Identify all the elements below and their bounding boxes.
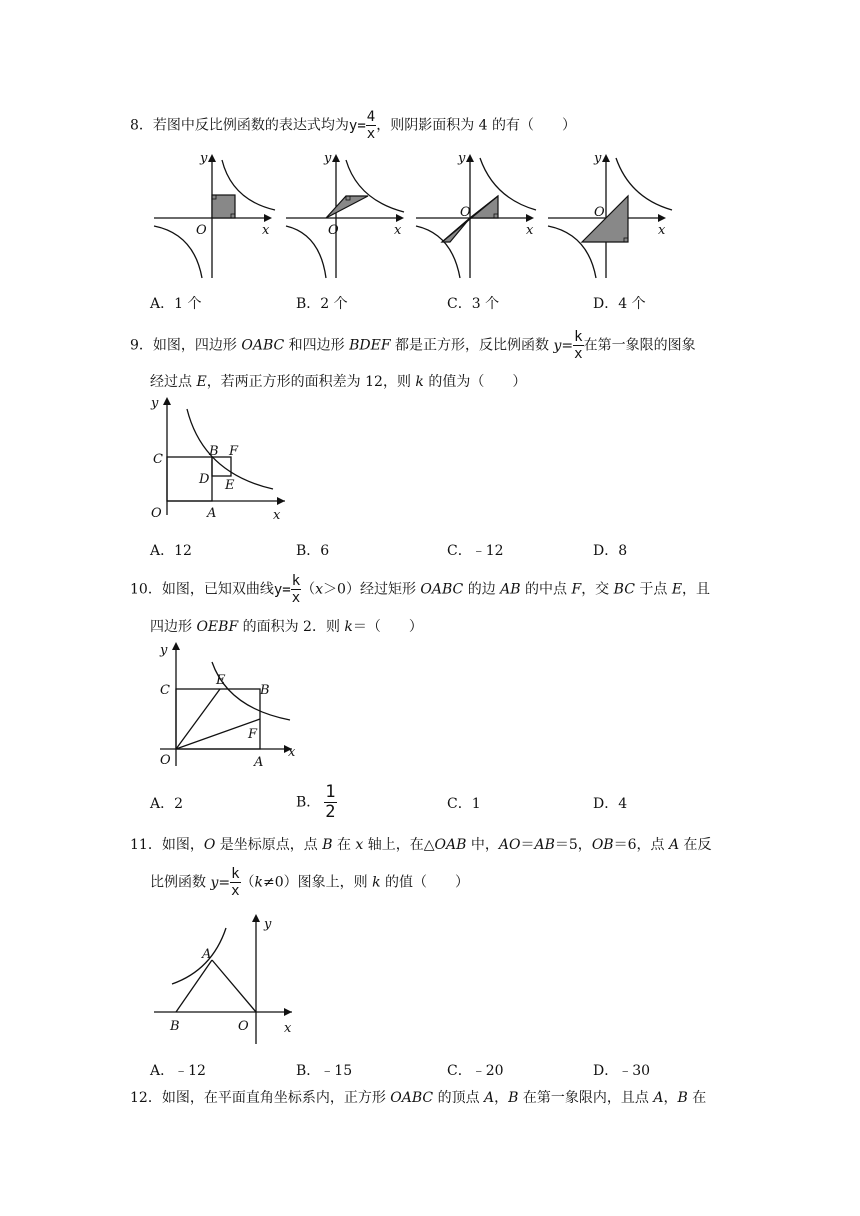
q9-label-c: C bbox=[153, 452, 163, 467]
q8-fig4-y-label: y bbox=[594, 151, 602, 166]
q10-option-c[interactable]: C．1 bbox=[447, 796, 481, 812]
q9-formula: y= $\frac{k}{x}$ bbox=[553, 329, 583, 362]
q11-figure bbox=[150, 908, 310, 1048]
q9-option-a[interactable]: A．12 bbox=[150, 543, 192, 559]
q11-option-d[interactable]: D．﹣30 bbox=[593, 1063, 651, 1079]
q9-y-label: y bbox=[151, 396, 159, 411]
q8-fig2-y-label: y bbox=[324, 151, 332, 166]
q10-origin-label: O bbox=[160, 753, 171, 768]
q11-origin-label: O bbox=[238, 1019, 249, 1034]
q9-option-d[interactable]: D．8 bbox=[593, 543, 628, 559]
q9-stem-line2: 经过点 E，若两正方形的面积差为 12，则 k 的值为（ ） bbox=[150, 374, 527, 390]
q8-fig1-origin-label: O bbox=[196, 223, 207, 238]
q10-option-a[interactable]: A．2 bbox=[150, 796, 184, 812]
q11-option-a[interactable]: A．﹣12 bbox=[150, 1063, 206, 1079]
q10-x-label: x bbox=[288, 745, 296, 760]
q8-fig4-x-label: x bbox=[658, 223, 666, 238]
q11-label-a: A bbox=[202, 947, 212, 962]
q9-option-c[interactable]: C．﹣12 bbox=[447, 543, 504, 559]
q11-option-c[interactable]: C．﹣20 bbox=[447, 1063, 504, 1079]
q9-origin-label: O bbox=[151, 506, 162, 521]
q8-text-a: 若图中反比例函数的表达式均为 bbox=[152, 117, 349, 134]
q10-label-f: F bbox=[248, 727, 258, 742]
q10-stem-line1: 10．如图，已知双曲线y= $\frac{k}{x}$ （x＞0）经过矩形 OABC 的边 AB 的中点 F，交 BC 于点 E，且 bbox=[130, 573, 711, 606]
q11-option-b[interactable]: B．﹣15 bbox=[296, 1063, 353, 1079]
q8-fig3-origin-label: O bbox=[460, 205, 471, 220]
q9-label-f: F bbox=[229, 444, 239, 459]
q8-figure-2 bbox=[284, 150, 414, 290]
q10-label-a: A bbox=[254, 755, 264, 770]
q11-label-b: B bbox=[170, 1019, 180, 1034]
q9-label-a: A bbox=[207, 506, 217, 521]
q10-option-b[interactable]: B． $\frac{1}{2}$ bbox=[296, 782, 336, 822]
q11-y-label: y bbox=[264, 917, 272, 932]
q8-option-d[interactable]: D．4 个 bbox=[593, 296, 646, 312]
q8-number: 8． bbox=[130, 117, 153, 134]
q9-stem-line1: 9．如图，四边形 OABC 和四边形 BDEF 都是正方形，反比例函数 y= $\frac{k}{x}$ 在第一象限的图象 bbox=[130, 329, 696, 362]
q8-option-b[interactable]: B．2 个 bbox=[296, 296, 348, 312]
q11-x-label: x bbox=[284, 1021, 292, 1036]
q9-label-e: E bbox=[225, 478, 235, 493]
q10-label-e: E bbox=[216, 673, 226, 688]
q8-figure-3 bbox=[414, 150, 544, 290]
q8-option-a[interactable]: A．1 个 bbox=[150, 296, 202, 312]
q8-formula: y= $\frac{4}{x}$ bbox=[348, 109, 376, 142]
q10-label-b: B bbox=[260, 683, 270, 698]
q10-formula: y= $\frac{k}{x}$ bbox=[273, 573, 301, 606]
q8-fig3-y-label: y bbox=[458, 151, 466, 166]
q9-option-b[interactable]: B．6 bbox=[296, 543, 330, 559]
q8-fig2-origin-label: O bbox=[328, 223, 339, 238]
q8-fig2-x-label: x bbox=[394, 223, 402, 238]
q9-label-b: B bbox=[209, 444, 219, 459]
q11-stem-line1: 11．如图，O 是坐标原点，点 B 在 x 轴上，在△OAB 中，AO＝AB＝5，OB＝6，点 A 在反 bbox=[130, 837, 712, 853]
q11-formula: y= $\frac{k}{x}$ bbox=[210, 866, 240, 899]
q9-label-d: D bbox=[199, 472, 210, 487]
q8-text-b: ，则阴影面积为 4 的有（ ） bbox=[376, 117, 577, 134]
q10-option-b-fraction: $\frac{1}{2}$ bbox=[325, 782, 336, 822]
q8-figure-4 bbox=[546, 150, 676, 290]
q8-fig1-x-label: x bbox=[262, 223, 270, 238]
q10-figure bbox=[150, 638, 310, 773]
q8-option-c[interactable]: C．3 个 bbox=[447, 296, 500, 312]
q8-fig1-y-label: y bbox=[200, 151, 208, 166]
q12-stem-line1: 12．如图，在平面直角坐标系内，正方形 OABC 的顶点 A，B 在第一象限内，且点 A，B 在 bbox=[130, 1090, 707, 1106]
q8-fig4-origin-label: O bbox=[594, 205, 605, 220]
q8-fig3-x-label: x bbox=[526, 223, 534, 238]
q11-stem-line2: 比例函数 y= $\frac{k}{x}$ （k≠0）图象上，则 k 的值（ ） bbox=[150, 866, 470, 899]
q9-figure bbox=[145, 395, 295, 525]
q10-stem-line2: 四边形 OEBF 的面积为 2．则 k＝（ ） bbox=[150, 619, 423, 635]
q10-option-d[interactable]: D．4 bbox=[593, 796, 628, 812]
q10-label-c: C bbox=[160, 683, 170, 698]
q9-x-label: x bbox=[273, 508, 281, 523]
q10-y-label: y bbox=[160, 643, 168, 658]
q8-stem bbox=[130, 110, 576, 141]
q8-figure-1 bbox=[150, 150, 280, 290]
